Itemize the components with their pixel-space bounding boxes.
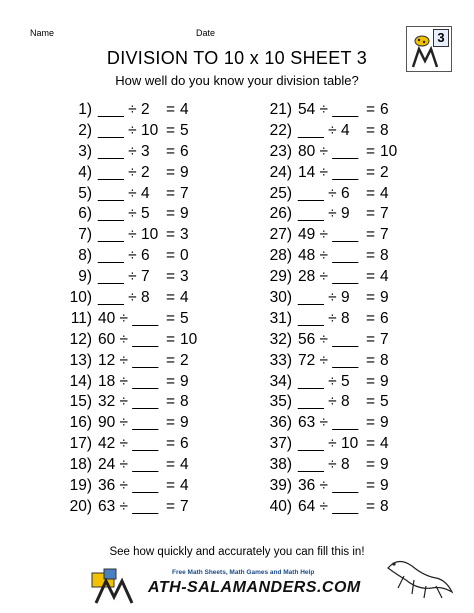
question-answer: 9 (180, 163, 189, 181)
question-answer: 5 (380, 393, 389, 411)
question-answer: 10 (180, 330, 198, 348)
question-number: 10) (69, 289, 92, 307)
question-number: 8) (78, 247, 92, 265)
question-number: 23) (269, 142, 292, 160)
date-label: Date (196, 28, 216, 38)
equals-sign: = (166, 268, 176, 286)
question-expression: ___ ÷ 8 (298, 456, 350, 474)
question-number: 28) (269, 247, 292, 265)
question-expression: 32 ÷ ___ (98, 393, 159, 411)
question-expression: ___ ÷ 5 (298, 372, 350, 390)
question-answer: 6 (180, 142, 189, 160)
question-answer: 9 (380, 477, 389, 495)
equals-sign: = (166, 330, 176, 348)
question-number: 35) (269, 393, 292, 411)
name-label: Name (30, 28, 55, 38)
question-answer: 2 (180, 351, 189, 369)
equals-sign: = (366, 477, 376, 495)
question-number: 16) (69, 414, 92, 432)
question-expression: 63 ÷ ___ (298, 414, 359, 432)
question-expression: 54 ÷ ___ (298, 101, 359, 118)
equals-sign: = (166, 121, 176, 139)
question-answer: 8 (380, 497, 389, 515)
question-number: 4) (78, 163, 92, 181)
question-number: 17) (69, 435, 92, 453)
question-number: 5) (78, 184, 92, 202)
page-title: DIVISION TO 10 x 10 SHEET 3 (106, 48, 368, 68)
question-expression: 36 ÷ ___ (298, 477, 359, 495)
question-answer: 9 (180, 372, 189, 390)
question-number: 38) (269, 456, 292, 474)
question-answer: 7 (180, 184, 189, 202)
equals-sign: = (366, 351, 376, 369)
equals-sign: = (166, 289, 176, 307)
equals-sign: = (166, 226, 176, 244)
question-answer: 6 (180, 435, 189, 453)
question-answer: 9 (380, 456, 389, 474)
question-expression: 90 ÷ ___ (98, 414, 159, 432)
question-expression: ___ ÷ 8 (98, 289, 150, 307)
question-number: 32) (269, 330, 292, 348)
question-expression: ___ ÷ 6 (298, 184, 350, 202)
question-expression: 42 ÷ ___ (98, 435, 159, 453)
question-expression: ___ ÷ 6 (98, 247, 150, 265)
equals-sign: = (166, 142, 176, 160)
question-number: 22) (269, 121, 292, 139)
question-answer: 9 (380, 289, 389, 307)
question-expression: ___ ÷ 2 (98, 101, 150, 118)
equals-sign: = (366, 330, 376, 348)
question-expression: 24 ÷ ___ (98, 456, 159, 474)
question-answer: 4 (180, 101, 189, 118)
equals-sign: = (366, 142, 376, 160)
question-number: 37) (269, 435, 292, 453)
equals-sign: = (166, 414, 176, 432)
equals-sign: = (366, 247, 376, 265)
question-answer: 9 (380, 414, 389, 432)
equals-sign: = (166, 184, 176, 202)
footer-text: See how quickly and accurately you can fill this in! (109, 546, 365, 558)
equals-sign: = (366, 121, 376, 139)
question-number: 3) (78, 142, 92, 160)
equals-sign: = (366, 372, 376, 390)
equals-sign: = (166, 477, 176, 495)
question-expression: ___ ÷ 3 (98, 142, 150, 160)
salamander-mascot-icon (84, 567, 144, 605)
equals-sign: = (166, 309, 176, 327)
equals-sign: = (166, 101, 176, 118)
question-answer: 5 (180, 309, 189, 327)
question-expression: ___ ÷ 10 (98, 121, 159, 139)
question-answer: 9 (180, 414, 189, 432)
question-number: 6) (78, 205, 92, 223)
question-expression: ___ ÷ 4 (298, 121, 350, 139)
question-expression: ___ ÷ 10 (298, 435, 359, 453)
question-answer: 10 (380, 142, 398, 160)
question-expression: ___ ÷ 9 (298, 289, 350, 307)
question-answer: 4 (380, 268, 389, 286)
question-answer: 9 (380, 372, 389, 390)
equals-sign: = (166, 435, 176, 453)
question-number: 7) (78, 226, 92, 244)
question-expression: ___ ÷ 10 (98, 226, 159, 244)
question-answer: 4 (180, 477, 189, 495)
question-number: 40) (269, 497, 292, 515)
question-expression: 49 ÷ ___ (298, 226, 359, 244)
question-answer: 8 (380, 121, 389, 139)
equals-sign: = (366, 497, 376, 515)
equals-sign: = (366, 456, 376, 474)
question-number: 9) (78, 268, 92, 286)
question-expression: 80 ÷ ___ (298, 142, 359, 160)
question-number: 24) (269, 163, 292, 181)
equals-sign: = (166, 205, 176, 223)
equals-sign: = (166, 393, 176, 411)
question-answer: 8 (380, 351, 389, 369)
question-number: 1) (78, 101, 92, 118)
question-expression: ___ ÷ 4 (98, 184, 150, 202)
question-expression: ___ ÷ 7 (98, 268, 150, 286)
question-expression: ___ ÷ 2 (98, 163, 150, 181)
equals-sign: = (366, 309, 376, 327)
question-expression: 64 ÷ ___ (298, 497, 359, 515)
equals-sign: = (166, 163, 176, 181)
logo-number: 3 (433, 29, 449, 47)
question-expression: 56 ÷ ___ (298, 330, 359, 348)
equals-sign: = (366, 226, 376, 244)
equals-sign: = (366, 435, 376, 453)
question-answer: 4 (380, 184, 389, 202)
equals-sign: = (166, 456, 176, 474)
equals-sign: = (166, 351, 176, 369)
question-number: 13) (69, 351, 92, 369)
equals-sign: = (366, 101, 376, 118)
equals-sign: = (366, 163, 376, 181)
question-number: 21) (269, 101, 292, 118)
question-answer: 2 (380, 163, 389, 181)
equals-sign: = (366, 184, 376, 202)
question-number: 14) (69, 372, 92, 390)
question-number: 27) (269, 226, 292, 244)
question-expression: 36 ÷ ___ (98, 477, 159, 495)
question-number: 26) (269, 205, 292, 223)
salamander-drawing-icon (378, 548, 458, 608)
question-number: 31) (269, 309, 292, 327)
equals-sign: = (366, 268, 376, 286)
question-number: 25) (269, 184, 292, 202)
question-expression: 63 ÷ ___ (98, 497, 159, 515)
question-expression: 18 ÷ ___ (98, 372, 159, 390)
question-number: 15) (69, 393, 92, 411)
question-number: 33) (269, 351, 292, 369)
question-expression: 28 ÷ ___ (298, 268, 359, 286)
equals-sign: = (166, 372, 176, 390)
question-answer: 7 (380, 226, 389, 244)
question-expression: ___ ÷ 8 (298, 393, 350, 411)
question-answer: 3 (180, 268, 189, 286)
question-expression: 48 ÷ ___ (298, 247, 359, 265)
question-answer: 6 (380, 101, 389, 118)
question-number: 12) (69, 330, 92, 348)
question-answer: 3 (180, 226, 189, 244)
question-number: 20) (69, 497, 92, 515)
question-expression: 14 ÷ ___ (298, 163, 359, 181)
question-expression: 72 ÷ ___ (298, 351, 359, 369)
question-number: 2) (78, 121, 92, 139)
question-expression: ___ ÷ 5 (98, 205, 150, 223)
footer-brand-logo (84, 567, 384, 605)
question-number: 11) (70, 309, 92, 327)
question-answer: 6 (380, 309, 389, 327)
question-expression: ___ ÷ 8 (298, 309, 350, 327)
question-answer: 4 (180, 456, 189, 474)
question-expression: 12 ÷ ___ (98, 351, 159, 369)
question-expression: 60 ÷ ___ (98, 330, 159, 348)
question-number: 18) (69, 456, 92, 474)
footer-brand-name: ATH-SALAMANDERS.COM (148, 579, 361, 596)
question-answer: 7 (180, 497, 189, 515)
question-answer: 9 (180, 205, 189, 223)
question-answer: 0 (180, 247, 189, 265)
question-answer: 8 (180, 393, 189, 411)
question-number: 19) (69, 477, 92, 495)
equals-sign: = (366, 393, 376, 411)
equals-sign: = (366, 414, 376, 432)
question-answer: 4 (380, 435, 389, 453)
equals-sign: = (366, 205, 376, 223)
equals-sign: = (166, 497, 176, 515)
footer-tagline: Free Math Sheets, Math Games and Math Help (172, 569, 315, 576)
question-number: 36) (269, 414, 292, 432)
equals-sign: = (166, 247, 176, 265)
equals-sign: = (366, 289, 376, 307)
question-answer: 7 (380, 330, 389, 348)
question-answer: 4 (180, 289, 189, 307)
question-answer: 5 (180, 121, 189, 139)
question-number: 29) (269, 268, 292, 286)
question-number: 34) (269, 372, 292, 390)
question-answer: 8 (380, 247, 389, 265)
question-expression: 40 ÷ ___ (98, 309, 159, 327)
question-answer: 7 (380, 205, 389, 223)
question-number: 39) (269, 477, 292, 495)
question-number: 30) (269, 289, 292, 307)
page-subtitle: How well do you know your division table? (115, 73, 359, 88)
question-expression: ___ ÷ 9 (298, 205, 350, 223)
